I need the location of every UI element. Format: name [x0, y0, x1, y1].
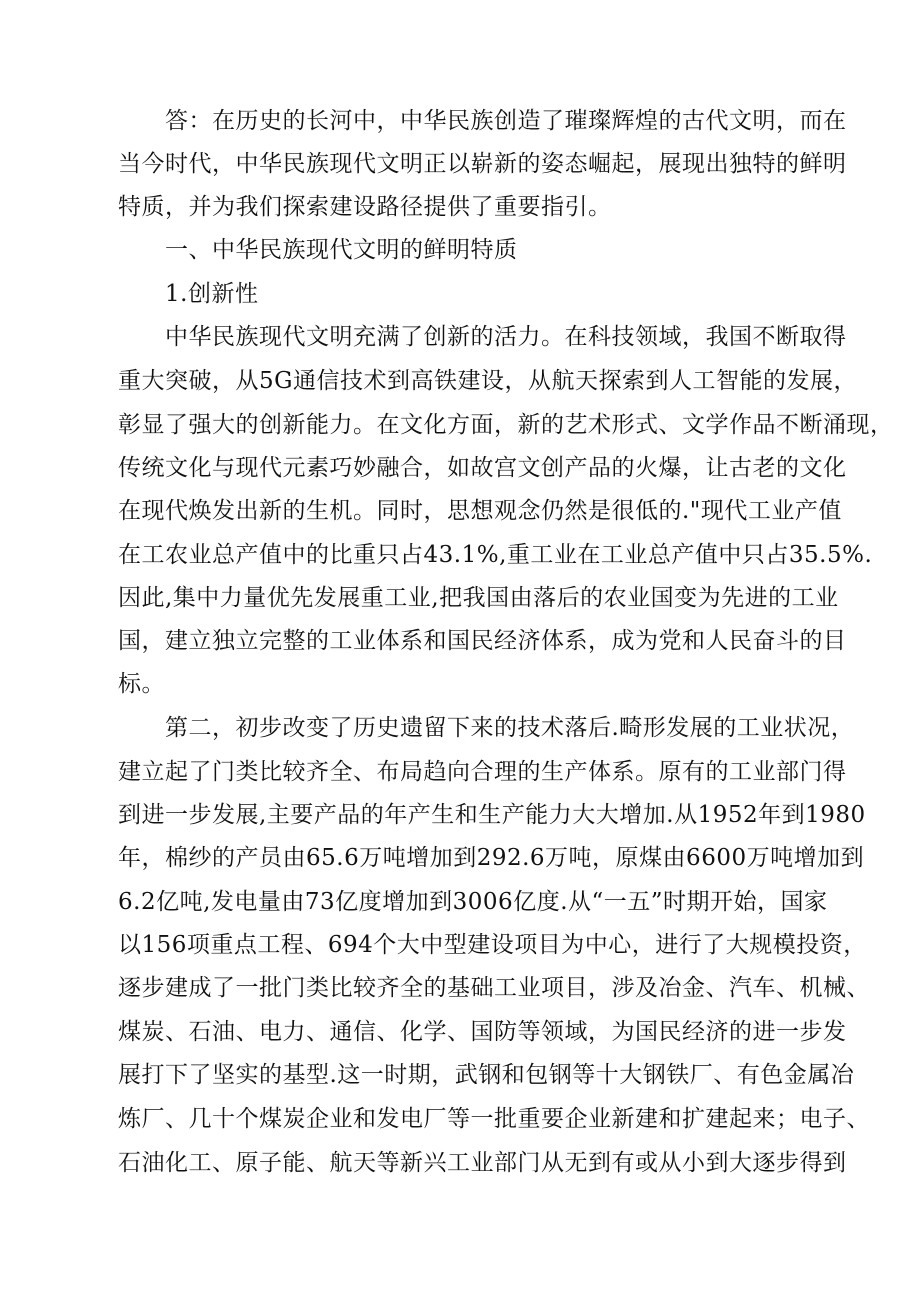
text-line: 在工农业总产值中的比重只占43.1%,重工业在工业总产值中只占35.5%. — [118, 542, 873, 568]
text-line: 因此,集中力量优先发展重工业,把我国由落后的农业国变为先进的工业 — [118, 585, 839, 611]
text-line: 答：在历史的长河中，中华民族创造了璀璨辉煌的古代文明，而在 — [165, 108, 847, 134]
text-line: 当今时代，中华民族现代文明正以崭新的姿态崛起，展现出独特的鲜明 — [118, 151, 847, 177]
text-line: 6.2亿吨,发电量由73亿度增加到3006亿度.从“一五”时期开始，国家 — [118, 889, 828, 915]
text-line: 石油化工、原子能、航天等新兴工业部门从无到有或从小到大逐步得到 — [118, 1150, 847, 1176]
text-line: 建立起了门类比较齐全、布局趋向合理的生产体系。原有的工业部门得 — [118, 759, 847, 785]
text-line: 传统文化与现代元素巧妙融合，如故宫文创产品的火爆，让古老的文化 — [118, 455, 847, 481]
text-line: 第二，初步改变了历史遗留下来的技术落后.畸形发展的工业状况， — [165, 715, 855, 741]
text-line: 在现代焕发出新的生机。同时，思想观念仍然是很低的."现代工业产值 — [118, 498, 842, 524]
text-line: 炼厂、几十个煤炭企业和发电厂等一批重要企业新建和扩建起来；电子、 — [118, 1106, 870, 1132]
text-line: 标。 — [118, 671, 165, 697]
text-line: 重大突破，从5G通信技术到高铁建设，从航天探索到人工智能的发展， — [118, 368, 858, 394]
text-line: 逐步建成了一批门类比较齐全的基础工业项目，涉及冶金、汽车、机械、 — [118, 975, 870, 1001]
text-line: 彰显了强大的创新能力。在文化方面，新的艺术形式、文学作品不断涌现， — [118, 412, 894, 438]
subsection-heading: 1.创新性 — [165, 281, 259, 307]
text-line: 煤炭、石油、电力、通信、化学、国防等领域，为国民经济的进一步发 — [118, 1019, 847, 1045]
text-line: 以156项重点工程、694个大中型建设项目为中心，进行了大规模投资， — [118, 932, 867, 958]
section-heading: 一、中华民族现代文明的鲜明特质 — [165, 237, 518, 263]
text-line: 年，棉纱的产员由65.6万吨增加到292.6万吨，原煤由6600万吨增加到 — [118, 845, 865, 871]
text-line: 特质，并为我们探索建设路径提供了重要指引。 — [118, 194, 612, 220]
text-line: 展打下了坚实的基型.这一时期，武钢和包钢等十大钢铁厂、有色金属冶 — [118, 1062, 855, 1088]
text-line: 中华民族现代文明充满了创新的活力。在科技领域，我国不断取得 — [165, 324, 847, 350]
text-line: 到进一步发展,主要产品的年产生和生产能力大大增加.从1952年到1980 — [118, 802, 866, 828]
text-line: 国，建立独立完整的工业体系和国民经济体系，成为党和人民奋斗的目 — [118, 628, 847, 654]
